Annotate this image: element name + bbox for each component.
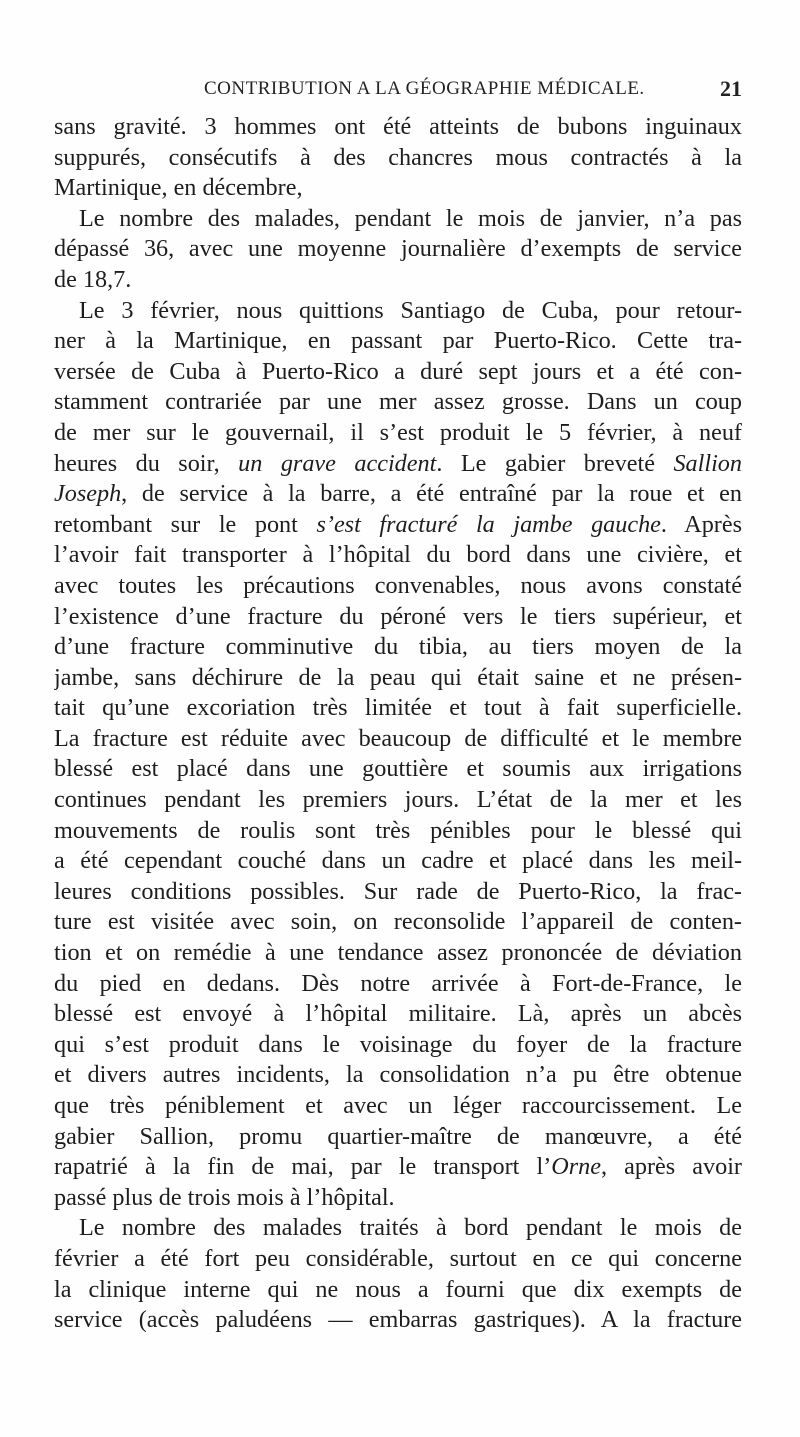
- text-line: [54, 357, 742, 388]
- text-segment: l’existence d’une fracture du péroné vers le tiers supérieur, et: [54, 602, 742, 630]
- text-line: [54, 1213, 742, 1244]
- text-segment: et divers autres incidents, la consolidation n’a pu être obtenue: [54, 1061, 742, 1089]
- text-line: [54, 785, 742, 816]
- text-segment: l’avoir fait transporter à l’hôpital du bord dans une civière, et: [54, 541, 742, 569]
- text-segment: février a été fort peu considérable, surtout en ce qui concerne: [54, 1244, 742, 1272]
- text-segment: de 18,7.: [54, 265, 132, 293]
- text-line: [54, 663, 742, 694]
- page-header: [54, 74, 742, 108]
- text-segment: Le 3 février, nous quittions Santiago de Cuba, pour retour-: [79, 296, 742, 324]
- italic-text: un grave accident: [238, 449, 437, 477]
- text-line: [54, 1305, 742, 1336]
- italic-text: s’est fracturé la jambe gauche: [316, 510, 661, 538]
- text-segment: sans gravité. 3 hommes ont été atteints de bubons inguinaux: [54, 113, 742, 140]
- text-segment: que très péniblement et avec un léger raccourcissement. Le: [54, 1092, 742, 1119]
- text-segment: d’une fracture comminutive du tibia, au tiers moyen de la: [54, 633, 742, 661]
- text-line: [54, 1091, 742, 1122]
- text-segment: tion et on remédie à une tendance assez prononcée de déviation: [54, 939, 742, 967]
- italic-text: Orne: [551, 1153, 601, 1181]
- body-text: [54, 112, 742, 1336]
- text-line: [54, 1244, 742, 1275]
- text-segment: . Après: [660, 510, 742, 538]
- text-line: [54, 479, 742, 510]
- text-line: [54, 1060, 742, 1091]
- text-line: [54, 969, 742, 1000]
- text-segment: Le nombre des malades, pendant le mois de janvier, n’a pas: [79, 204, 742, 232]
- text-line: [54, 510, 742, 541]
- text-segment: . Le gabier breveté: [436, 449, 674, 477]
- text-segment: ner à la Martinique, en passant par Puerto-Rico. Cette tra-: [54, 327, 742, 355]
- text-segment: heures du soir,: [54, 449, 239, 477]
- text-segment: dépassé 36, avec une moyenne journalière d’exempts de service: [54, 235, 742, 263]
- text-line: [54, 632, 742, 663]
- text-line: [54, 173, 742, 204]
- text-line: [54, 449, 742, 480]
- text-segment: jambe, sans déchirure de la peau qui était saine et ne présen-: [54, 663, 742, 691]
- text-segment: mouvements de roulis sont très pénibles pour le blessé qui: [54, 816, 742, 844]
- text-line: [54, 1122, 742, 1153]
- text-line: [54, 234, 742, 265]
- text-line: [54, 602, 742, 633]
- text-segment: Martinique, en décembre,: [54, 174, 303, 202]
- text-line: [54, 816, 742, 847]
- page-number: 21: [720, 76, 742, 101]
- text-segment: La fracture est réduite avec beaucoup de difficulté et le membre: [54, 724, 742, 752]
- text-line: [54, 387, 742, 418]
- text-line: [54, 1152, 742, 1183]
- text-segment: leures conditions possibles. Sur rade de Puerto-Rico, la frac-: [54, 877, 742, 905]
- text-segment: du pied en dedans. Dès notre arrivée à Fort-de-France, le: [54, 969, 742, 997]
- text-line: [54, 1275, 742, 1306]
- text-line: [54, 693, 742, 724]
- text-line: [54, 999, 742, 1030]
- text-line: [54, 877, 742, 908]
- text-line: [54, 571, 742, 602]
- text-segment: rapatrié à la fin de mai, par le transport l’: [54, 1153, 552, 1181]
- running-title: CONTRIBUTION A LA GÉOGRAPHIE MÉDICALE.: [204, 78, 645, 99]
- italic-text: Sallion: [673, 449, 742, 477]
- text-line: [54, 265, 742, 296]
- text-line: [54, 540, 742, 571]
- text-line: [54, 1183, 742, 1214]
- text-segment: suppurés, consécutifs à des chancres mous contractés à la: [54, 143, 742, 171]
- text-line: [54, 724, 742, 755]
- text-segment: de mer sur le gouvernail, il s’est produit le 5 février, à neuf: [54, 418, 742, 446]
- text-segment: passé plus de trois mois à l’hôpital.: [54, 1183, 395, 1211]
- text-segment: continues pendant les premiers jours. L’état de la mer et les: [54, 786, 742, 814]
- text-segment: , de service à la barre, a été entraîné par la roue et en: [121, 480, 742, 508]
- text-segment: qui s’est produit dans le voisinage du foyer de la fracture: [54, 1030, 742, 1058]
- text-segment: avec toutes les précautions convenables, nous avons constaté: [54, 571, 742, 599]
- text-segment: stamment contrariée par une mer assez grosse. Dans un coup: [54, 388, 742, 416]
- text-segment: gabier Sallion, promu quartier-maître de manœuvre, a été: [54, 1122, 742, 1150]
- text-line: [54, 907, 742, 938]
- text-line: [54, 938, 742, 969]
- text-segment: tait qu’une excoriation très limitée et tout à fait superficielle.: [54, 694, 742, 722]
- text-segment: la clinique interne qui ne nous a fourni que dix exempts de: [54, 1275, 742, 1303]
- text-segment: retombant sur le pont: [54, 510, 317, 538]
- text-line: [54, 112, 742, 143]
- text-segment: versée de Cuba à Puerto-Rico a duré sept jours et a été con-: [54, 357, 742, 385]
- text-line: [54, 754, 742, 785]
- text-segment: ture est visitée avec soin, on reconsolide l’appareil de conten-: [54, 908, 742, 936]
- italic-text: Joseph: [54, 480, 122, 508]
- text-segment: blessé est envoyé à l’hôpital militaire. Là, après un abcès: [54, 1000, 742, 1028]
- text-line: [54, 143, 742, 174]
- text-line: [54, 1030, 742, 1061]
- text-line: [54, 204, 742, 235]
- text-line: [54, 296, 742, 327]
- text-line: [54, 326, 742, 357]
- text-line: [54, 846, 742, 877]
- text-segment: , après avoir: [600, 1153, 742, 1181]
- text-segment: service (accès paludéens — embarras gastriques). A la fracture: [54, 1306, 742, 1334]
- text-line: [54, 418, 742, 449]
- text-segment: blessé est placé dans une gouttière et soumis aux irrigations: [54, 755, 742, 783]
- text-segment: a été cependant couché dans un cadre et placé dans les meil-: [54, 847, 742, 875]
- text-segment: Le nombre des malades traités à bord pendant le mois de: [79, 1214, 742, 1242]
